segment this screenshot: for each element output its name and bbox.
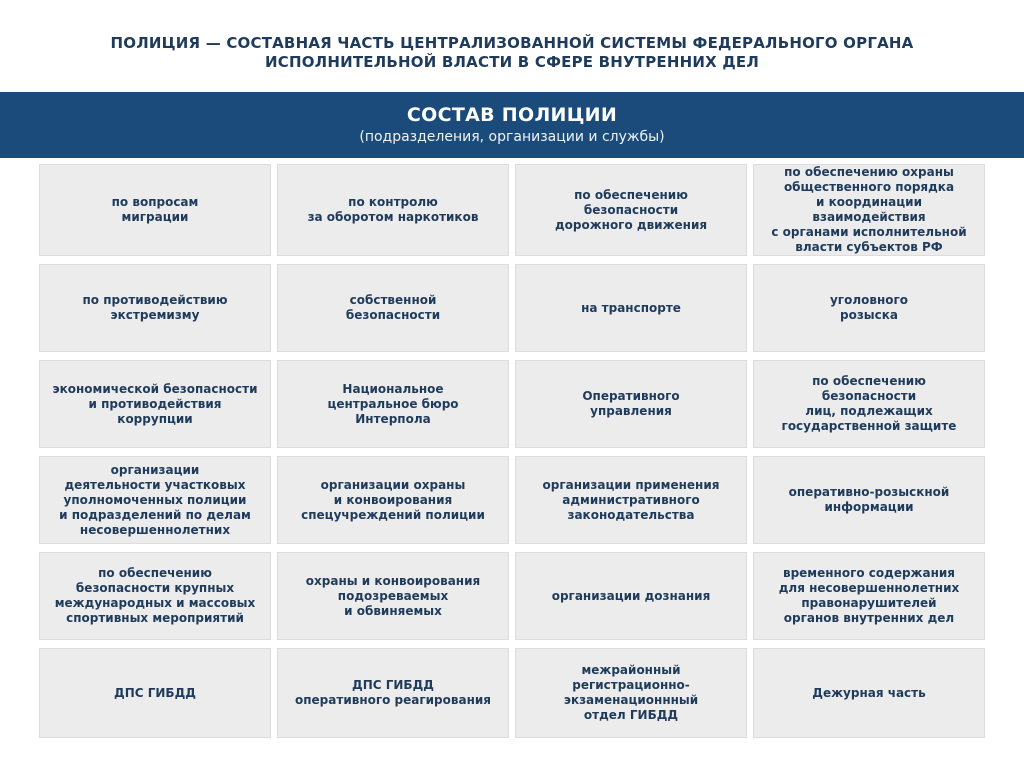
- unit-cell-state-protection: по обеспечению безопасности лиц, подлежащих государственной защите: [753, 360, 985, 448]
- unit-cell-public-order: по обеспечению охраны общественного порядка и координации взаимодействия с органами исполнительной власти субъектов РФ: [753, 164, 985, 256]
- unit-cell-administrative-law: организации применения административного законодательства: [515, 456, 747, 544]
- unit-cell-internal-security: собственной безопасности: [277, 264, 509, 352]
- section-banner: [0, 92, 1024, 158]
- unit-cell-economic-security: экономической безопасности и противодействия коррупции: [39, 360, 271, 448]
- unit-cell-extremism: по противодействию экстремизму: [39, 264, 271, 352]
- unit-cell-escort-special: организации охраны и конвоирования спецучреждений полиции: [277, 456, 509, 544]
- unit-cell-drug-control: по контролю за оборотом наркотиков: [277, 164, 509, 256]
- unit-cell-transport: на транспорте: [515, 264, 747, 352]
- unit-cell-juvenile-detention: временного содержания для несовершеннолетних правонарушителей органов внутренних дел: [753, 552, 985, 640]
- unit-cell-criminal-investigation: уголовного розыска: [753, 264, 985, 352]
- unit-cell-traffic-safety: по обеспечению безопасности дорожного движения: [515, 164, 747, 256]
- banner-title: СОСТАВ ПОЛИЦИИ: [406, 104, 618, 126]
- unit-cell-interpol: Национальное центральное бюро Интерпола: [277, 360, 509, 448]
- unit-cell-registration-exam: межрайонный регистрационно- экзаменационнный отдел ГИБДД: [515, 648, 747, 738]
- banner-subtitle: (подразделения, организации и службы): [359, 129, 665, 145]
- slide-title: ПОЛИЦИЯ — СОСТАВНАЯ ЧАСТЬ ЦЕНТРАЛИЗОВАННОЙ СИСТЕМЫ ФЕДЕРАЛЬНОГО ОРГАНА ИСПОЛНИТЕЛЬНОЙ ВЛАСТИ В СФЕРЕ ВНУТРЕННИХ ДЕЛ: [110, 34, 914, 71]
- unit-cell-dps-gibdd-rapid: ДПС ГИБДД оперативного реагирования: [277, 648, 509, 738]
- unit-cell-mass-events: по обеспечению безопасности крупных международных и массовых спортивных мероприятий: [39, 552, 271, 640]
- unit-cell-district-officers: организации деятельности участковых уполномоченных полиции и подразделений по делам несовершеннолетних: [39, 456, 271, 544]
- unit-cell-duty-unit: Дежурная часть: [753, 648, 985, 738]
- unit-cell-operational-management: Оперативного управления: [515, 360, 747, 448]
- units-grid: [39, 164, 987, 738]
- unit-cell-dps-gibdd: ДПС ГИБДД: [39, 648, 271, 738]
- unit-cell-migration: по вопросам миграции: [39, 164, 271, 256]
- unit-cell-operational-search-info: оперативно-розыскной информации: [753, 456, 985, 544]
- unit-cell-escort-suspects: охраны и конвоирования подозреваемых и обвиняемых: [277, 552, 509, 640]
- unit-cell-inquiry: организации дознания: [515, 552, 747, 640]
